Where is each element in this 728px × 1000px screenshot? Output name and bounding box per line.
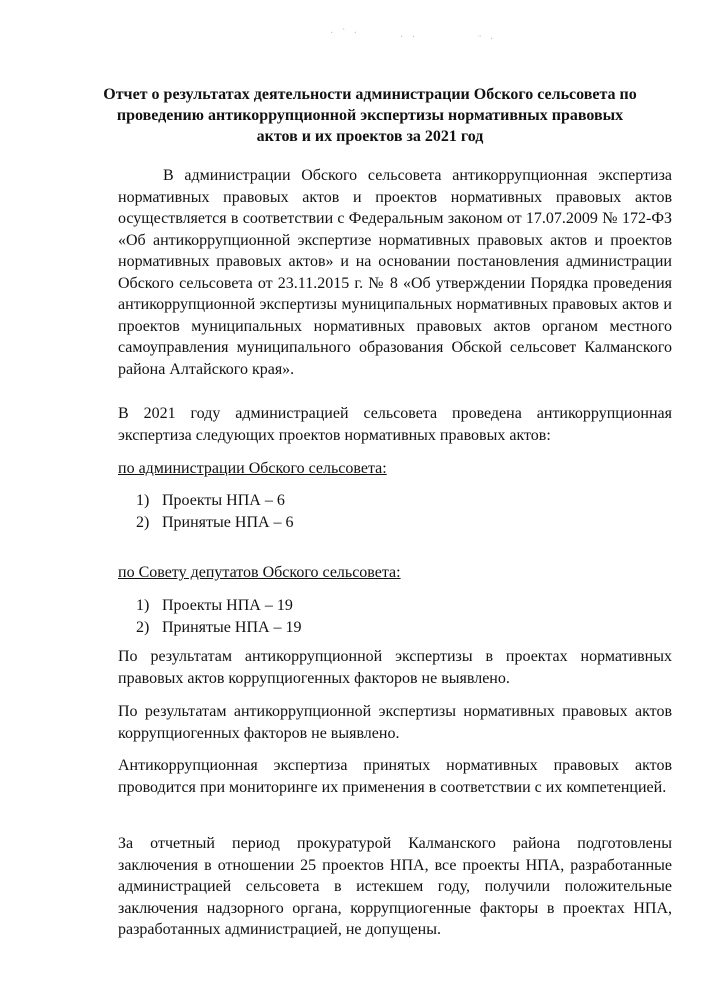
- administration-list: [136, 490, 294, 533]
- administration-section-heading: по администрации Обского сельсовета:: [118, 460, 387, 477]
- prosecutor-paragraph: За отчетный период прокуратурой Калманского района подготовлены заключения в отношении 25 проектов НПА, все проекты НПА, разработанные администрацией сельсовета в истекшем году, получили положительные заключения надзорного органа, коррупциогенные факторы в проектах НПА, разработанных администрацией, не допущены.: [118, 835, 672, 938]
- council-list: [136, 595, 302, 638]
- list-item: 1) Проекты НПА – 6: [136, 492, 285, 509]
- scan-artifact: ¨ ·: [478, 34, 497, 45]
- intro-paragraph: В администрации Обского сельсовета антикоррупционная экспертиза нормативных правовых актов и проектов нормативных правовых актов осуществляется в соответствии с Федеральным законом от 17.07.2009 № 172-ФЗ «Об антикоррупционной экспертизе нормативных правовых актов и проектов нормативных правовых актов» и на основании постановления администрации Обского сельсовета от 23.11.2015 г. № 8 «Об утверждении Порядка проведения антикоррупционной экспертизы муниципальных нормативных правовых актов и проектов муниципальных нормативных правовых актов органом местного самоуправления муниципального образования Обской сельсовет Калманского района Алтайского края».: [118, 167, 672, 378]
- list-item: 1) Проекты НПА – 19: [136, 597, 293, 614]
- monitoring-paragraph: Антикоррупционная экспертиза принятых нормативных правовых актов проводится при мониторинге их применения в соответствии с их компетенцией.: [118, 757, 672, 796]
- document-title: Отчет о результатах деятельности администрации Обского сельсовета по проведению антикоррупционной экспертизы нормативных правовых актов и их проектов за 2021 год: [103, 86, 637, 145]
- scan-artifact: · ·: [400, 32, 419, 43]
- result-acts-paragraph: По результатам антикоррупционной экспертизы нормативных правовых актов коррупциогенных факторов не выявлено.: [118, 703, 672, 742]
- scan-artifact: · ` ·: [330, 28, 360, 39]
- year-summary-paragraph: В 2021 году администрацией сельсовета проведена антикоррупционная экспертиза следующих проектов нормативных правовых актов:: [118, 405, 672, 444]
- list-item: 2) Принятые НПА – 19: [136, 618, 302, 636]
- result-projects-paragraph: По результатам антикоррупционной экспертизы в проектах нормативных правовых актов коррупциогенных факторов не выявлено.: [118, 648, 672, 687]
- council-section-heading: по Совету депутатов Обского сельсовета:: [118, 564, 401, 581]
- list-item: 2) Принятые НПА – 6: [136, 513, 294, 531]
